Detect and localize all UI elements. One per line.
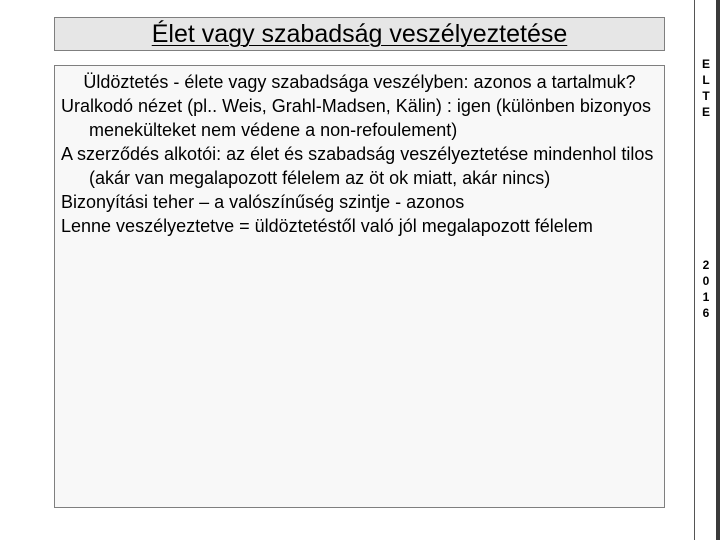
sidebar-letter: E xyxy=(701,105,710,119)
sidebar-digit: 1 xyxy=(702,290,710,304)
content-paragraph: Bizonyítási teher – a valószínűség szintje - azonos xyxy=(61,192,465,212)
content-box xyxy=(54,65,665,508)
content-paragraph: Lenne veszélyeztetve = üldöztetéstől való jól megalapozott félelem xyxy=(61,216,593,236)
title-box xyxy=(54,17,665,51)
content-paragraph: Uralkodó nézet (pl.. Weis, Grahl-Madsen, Kälin) : igen (különben bizonyos menekülteket nem védene a non-refoulement) xyxy=(61,96,651,140)
sidebar-digit: 2 xyxy=(702,258,710,272)
sidebar-year-label xyxy=(695,257,717,321)
slide-title: Élet vagy szabadság veszélyeztetése xyxy=(151,19,568,48)
sidebar-elte-label xyxy=(695,56,717,120)
sidebar xyxy=(694,0,720,540)
sidebar-letter: E xyxy=(701,57,710,71)
sidebar-digit: 0 xyxy=(702,274,710,288)
sidebar-letter: L xyxy=(702,73,710,87)
sidebar-letter: T xyxy=(702,89,710,103)
content-paragraph: A szerződés alkotói: az élet és szabadság veszélyeztetése mindenhol tilos (akár van megalapozott félelem az öt ok miatt, akár nincs) xyxy=(61,144,654,188)
sidebar-digit: 6 xyxy=(702,306,710,320)
content-intro: Üldöztetés - élete vagy szabadsága veszélyben: azonos a tartalmuk? xyxy=(83,72,636,92)
